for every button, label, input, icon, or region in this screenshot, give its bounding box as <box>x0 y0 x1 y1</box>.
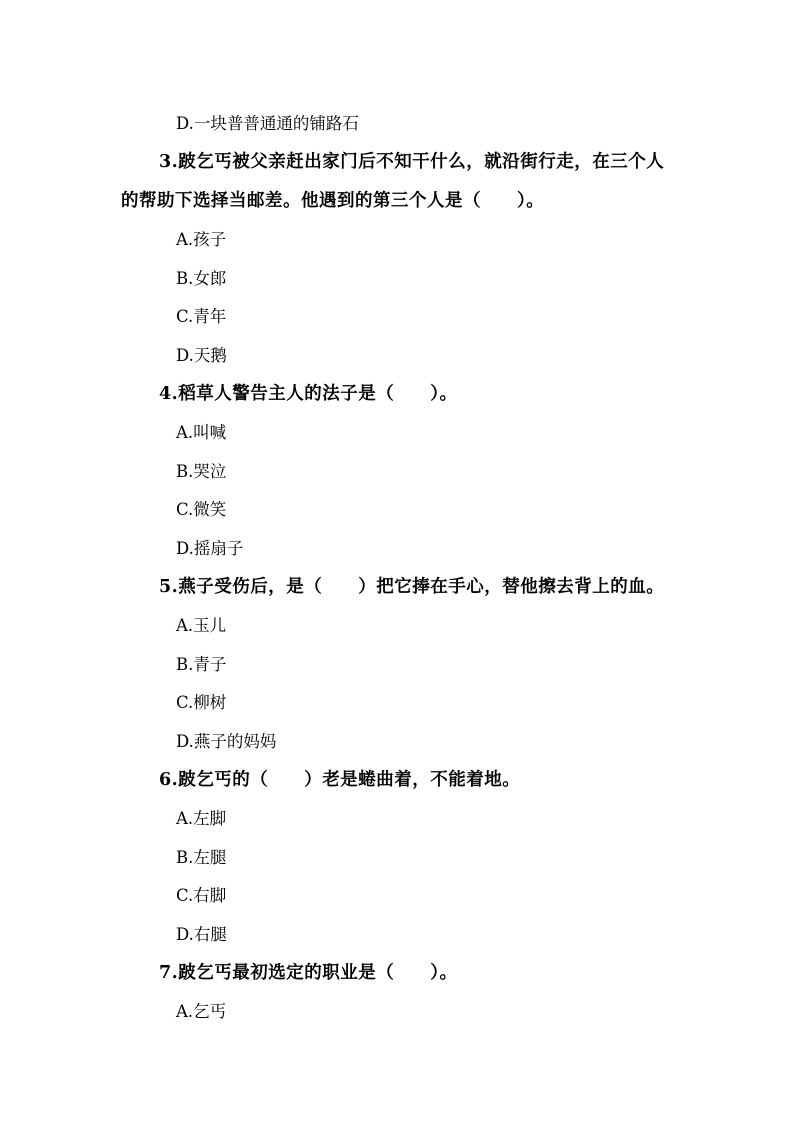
q5-option-a: A.玉儿 <box>176 616 227 635</box>
q3-stem-line1: 3.跛乞丐被父亲赶出家门后不知干什么，就沿街行走，在三个人 <box>159 152 665 172</box>
q4-option-c: C.微笑 <box>176 500 227 519</box>
q3-stem-line2: 的帮助下选择当邮差。他遇到的第三个人是（ ）。 <box>121 191 545 211</box>
q7-stem: 7.跛乞丐最初选定的职业是（ ）。 <box>159 963 458 983</box>
q6-stem: 6.跛乞丐的（ ）老是蜷曲着，不能着地。 <box>159 770 521 790</box>
q6-option-d: D.右腿 <box>176 925 227 944</box>
q3-option-d: D.天鹅 <box>176 346 227 365</box>
q3-option-c: C.青年 <box>176 307 227 326</box>
q5-option-b: B.青子 <box>176 655 227 674</box>
q4-stem: 4.稻草人警告主人的法子是（ ）。 <box>159 384 458 404</box>
q6-option-c: C.右脚 <box>176 886 227 905</box>
q7-option-a: A.乞丐 <box>176 1002 227 1021</box>
q5-option-d: D.燕子的妈妈 <box>176 732 277 751</box>
q2-option-d: D.一块普普通通的铺路石 <box>176 114 359 133</box>
q6-option-a: A.左脚 <box>176 809 227 828</box>
q3-option-a: A.孩子 <box>176 230 227 249</box>
q6-option-b: B.左腿 <box>176 848 227 867</box>
q4-option-d: D.摇扇子 <box>176 539 244 558</box>
q5-option-c: C.柳树 <box>176 693 227 712</box>
q4-option-a: A.叫喊 <box>176 423 227 442</box>
q3-option-b: B.女郎 <box>176 269 227 288</box>
q4-option-b: B.哭泣 <box>176 462 227 481</box>
q5-stem: 5.燕子受伤后，是（ ）把它捧在手心，替他擦去背上的血。 <box>159 577 665 597</box>
